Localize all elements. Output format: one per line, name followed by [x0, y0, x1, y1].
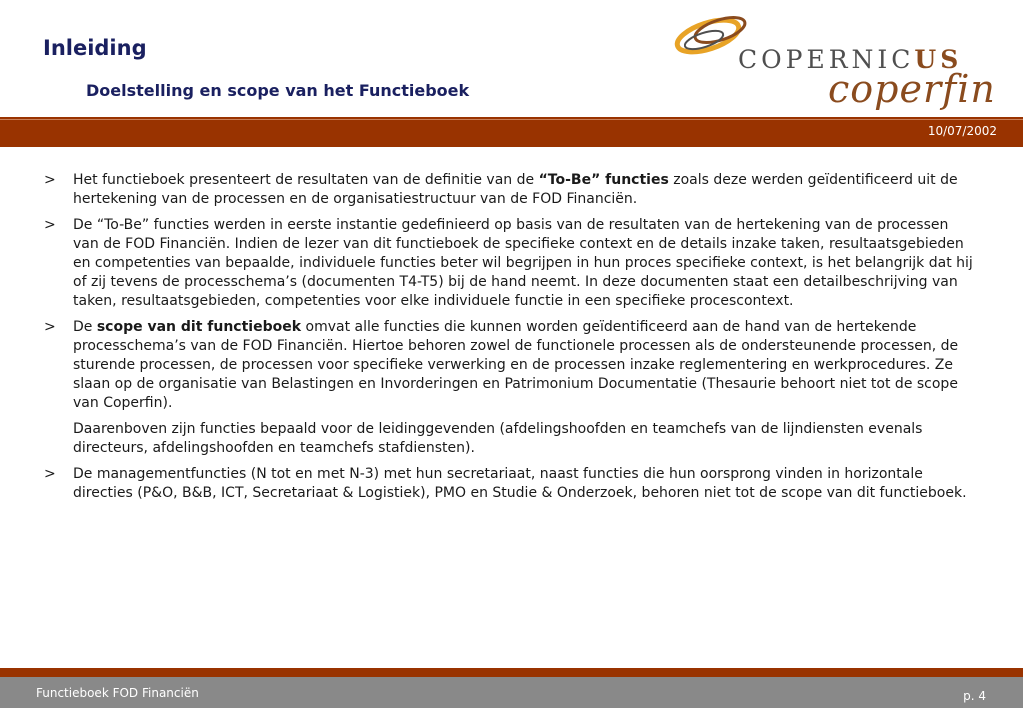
footer-stripe [0, 668, 1023, 677]
svg-text:coperfin: coperfin [828, 67, 996, 111]
bullet-item [44, 216, 974, 311]
bullet-text: De managementfuncties (N tot en met N-3) met hun secretariaat, naast functies die hun oorsprong vinden in horizontale directies (P&O, B&B, ICT, Secretariaat & Logistiek), PMO en Studie & Onderzoek, behoren niet tot de scope van dit functieboek. [73, 466, 967, 501]
text-run: Het functieboek presenteert de resultaten van de definitie van de [73, 172, 539, 188]
text-run: De [73, 319, 97, 335]
bold-term: “To-Be” functies [538, 172, 669, 188]
footer-bar [0, 668, 1023, 708]
bullet-item [44, 171, 974, 209]
page-subtitle: Doelstelling en scope van het Functieboek [86, 81, 470, 100]
copernicus-coperfin-logo [668, 6, 996, 112]
continuation-paragraph: Daarenboven zijn functies bepaald voor de leidinggevenden (afdelingshoofden en teamchefs van de lijndiensten evenals directeurs, afdelingshoofden en teamchefs stafdiensten). [73, 421, 923, 456]
bullet-marker: > [44, 217, 56, 233]
bullet-text: De “To-Be” functies werden in eerste instantie gedefinieerd op basis van de resultaten van de hertekening van de processen van de FOD Financiën. Indien de lezer van dit functieboek de specifieke context en de details inzake taken, resultaatsgebieden en competenties van bepaalde, individuele functies beter wil begrijpen in hun proces specifieke context, is het belangrijk dat hij of zij tevens de processchema’s (documenten T4-T5) bij de hand neemt. In deze documenten staat een detailbeschrijving van taken, resultaatsgebieden, competenties voor elke individuele functie in een specifieke procescontext. [73, 217, 973, 309]
bullet-marker: > [44, 319, 56, 335]
content-body [44, 171, 974, 510]
text-run: zoals deze werden geïdentificeerd uit de hertekening van de processen en de organisatiestructuur van de FOD Financiën. [73, 172, 958, 207]
text-run: omvat alle functies die kunnen worden geïdentificeerd aan de hand van de hertekende processchema’s van de FOD Financiën. Hiertoe behoren zowel de functionele processen als de ondersteunende processen, de sturende processen, de processen voor specifieke verwerking en de processen inzake reglementering en werkprocedures. Ze slaan op de organisatie van Belastingen en Invorderingen en Patrimonium Documentatie (Thesaurie behoort niet tot de scope van Coperfin). [73, 319, 959, 411]
document-date: 10/07/2002 [927, 124, 997, 138]
header-bar-line [0, 119, 1023, 120]
page-title: Inleiding [43, 36, 147, 60]
bullet-item [44, 318, 974, 413]
bullet-marker: > [44, 172, 56, 188]
bullet-text [73, 171, 974, 209]
bullet-text [73, 318, 974, 413]
header-bar [0, 117, 1023, 147]
page-number: p. 4 [963, 689, 986, 703]
svg-text:copernicus: copernicus [738, 35, 963, 77]
footer-document-title: Functieboek FOD Financiën [36, 686, 199, 700]
swirl-icon [674, 12, 748, 58]
bullet-item [44, 465, 974, 503]
bold-term: scope van dit functieboek [96, 319, 302, 335]
bullet-marker: > [44, 466, 56, 482]
